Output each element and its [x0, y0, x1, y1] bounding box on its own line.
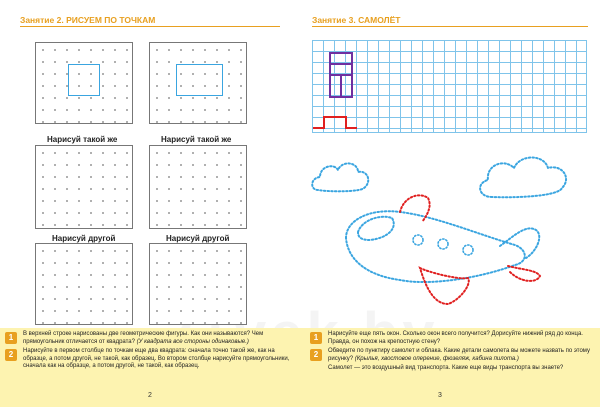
header-rule: [20, 26, 280, 27]
tasks-list: [310, 331, 592, 375]
task-text: Самолет — это воздушный вид транспорта. Какие еще виды транспорта вы знаете?: [328, 365, 564, 372]
page-number: 2: [148, 392, 152, 399]
task-hint: (Крылья, хвостовое оперение, фюзеляж, кабина пилота.): [354, 355, 519, 362]
lesson-header: Занятие 3. САМОЛЁТ: [312, 15, 401, 25]
task-text: Нарисуйте в первом столбце по точкам еще два квадрата: сначала точно такой же, как на образце, а потом другой, не такой, как образец. Во втором столбце нарисуйте прямоугольники, сначала как на образце, а потом другой, не такой, как образец.: [23, 348, 290, 370]
caption-other-square: Нарисуй другой: [52, 234, 116, 243]
dot-grid-sample-square[interactable]: [35, 42, 133, 124]
sample-square: [68, 64, 100, 96]
task-item: [310, 348, 592, 363]
dot-grid-other-square[interactable]: [35, 243, 133, 325]
plane-tail-fin: [508, 266, 540, 281]
task-item: [5, 331, 295, 346]
plane-upper-wing: [400, 195, 430, 222]
page-number: 3: [438, 392, 442, 399]
dot-grid-sample-rectangle[interactable]: [149, 42, 247, 124]
right-page: [300, 0, 600, 407]
task-text: Нарисуйте еще пять окон. Сколько окон всего получится? Дорисуйте нижний ряд до конца. Правда, он похож на крепостную стену?: [328, 331, 583, 345]
task-item: [310, 331, 592, 346]
task-hint: (У квадрата все стороны одинаковые.): [136, 338, 249, 345]
task-text: В верхней строке нарисованы две геометрические фигуры. Как они называются? Чем прямоугольник отличается от квадрата? (У квадрата все стороны одинаковые.): [23, 331, 264, 345]
task-number: 1: [310, 332, 322, 344]
plane-lower-wing: [420, 268, 469, 304]
lesson-header: Занятие 2. РИСУЕМ ПО ТОЧКАМ: [20, 15, 156, 25]
task-text: Обведите по пунктиру самолет и облака. Какие детали самолета вы можете назвать по этому рисунку? (Крылья, хвостовое оперение, фюзеляж, кабина пилота.): [328, 348, 590, 362]
task-item: [310, 365, 592, 373]
plane-window: [438, 239, 448, 249]
tasks-list: [5, 331, 295, 373]
sample-rectangle: [176, 64, 223, 96]
plane-window: [413, 235, 423, 245]
plane-illustration[interactable]: [300, 0, 600, 330]
plane-cockpit: [358, 217, 394, 240]
task-item: [5, 348, 295, 371]
plane-window: [463, 245, 473, 255]
cloud-right: [480, 158, 566, 198]
task-number: 1: [5, 332, 17, 344]
task-number: 2: [310, 349, 322, 361]
dot-grid-copy-rectangle[interactable]: [149, 145, 247, 229]
caption-other-rectangle: Нарисуй другой: [166, 234, 230, 243]
plane-fuselage: [346, 211, 525, 282]
caption-copy-square: Нарисуй такой же: [47, 135, 118, 144]
caption-copy-rectangle: Нарисуй такой же: [161, 135, 232, 144]
dot-grid-copy-square[interactable]: [35, 145, 133, 229]
dot-grid-other-rectangle[interactable]: [149, 243, 247, 325]
cloud-left: [312, 163, 368, 191]
task-number: 2: [5, 349, 17, 361]
